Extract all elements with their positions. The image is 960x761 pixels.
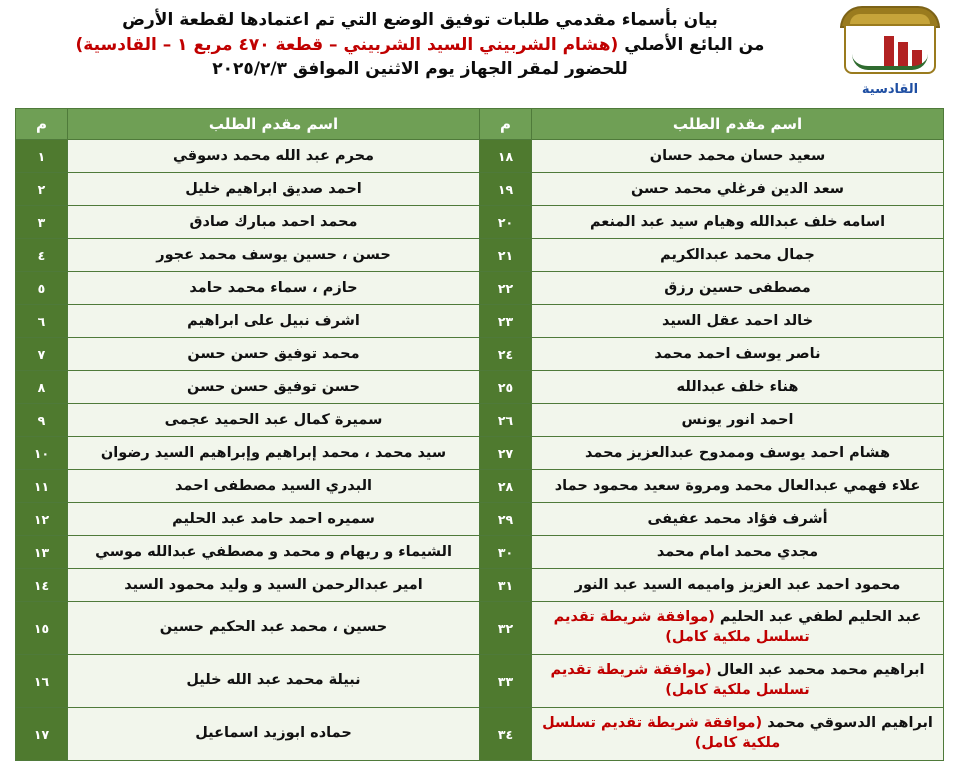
table-row	[16, 708, 944, 761]
cell-row-number-right: ١٥	[16, 602, 68, 655]
applicant-name-text: ابراهيم محمد محمد عبد العال	[711, 662, 925, 679]
title-line-2-prefix: من البائع الأصلي	[618, 34, 765, 55]
cell-row-number-right: ١٣	[16, 536, 68, 569]
table-row	[16, 206, 944, 239]
cell-applicant-name-left	[532, 305, 944, 338]
cell-row-number-right: ١٧	[16, 708, 68, 761]
table-row	[16, 655, 944, 708]
applicant-name-text: مجدي محمد امام محمد	[656, 544, 819, 560]
cell-row-number-left: ١٨	[480, 140, 532, 173]
cell-row-number-right: ٦	[16, 305, 68, 338]
table-row	[16, 503, 944, 536]
table-row	[16, 305, 944, 338]
cell-row-number-right: ٨	[16, 371, 68, 404]
organization-logo	[834, 6, 946, 102]
cell-row-number-left: ٢٢	[480, 272, 532, 305]
applicant-name-text: امير عبدالرحمن السيد و وليد محمود السيد	[124, 577, 423, 593]
header-num-right: م	[16, 109, 68, 140]
document-header	[0, 0, 960, 108]
title-line-3: للحضور لمقر الجهاز يوم الاثنين الموافق ٢٠٢٥/٢/٣	[212, 59, 628, 80]
cell-applicant-name-left	[532, 338, 944, 371]
header-name-right: اسم مقدم الطلب	[68, 109, 480, 140]
cell-applicant-name-right	[68, 371, 480, 404]
applicant-name-text: محرم عبد الله محمد دسوقي	[172, 148, 375, 164]
logo-swoosh-shape	[852, 54, 928, 70]
cell-applicant-name-right	[68, 437, 480, 470]
cell-applicant-name-right	[68, 569, 480, 602]
logo-badge	[838, 6, 942, 80]
applicant-name-text: حازم ، سماء محمد حامد	[189, 280, 358, 296]
cell-row-number-right: ١٢	[16, 503, 68, 536]
table-row	[16, 239, 944, 272]
table-row	[16, 569, 944, 602]
cell-row-number-left: ٢٦	[480, 404, 532, 437]
applicant-name-text: عبد الحليم لطفي عبد الحليم	[714, 609, 922, 626]
applicant-name-text: سيد محمد ، محمد إبراهيم وإبراهيم السيد رضوان	[100, 445, 447, 461]
cell-row-number-right: ١٤	[16, 569, 68, 602]
table-row	[16, 371, 944, 404]
cell-row-number-left: ٣٤	[480, 708, 532, 761]
cell-row-number-left: ٢١	[480, 239, 532, 272]
applicant-name-text: البدري السيد مصطفى احمد	[175, 478, 372, 494]
table-row	[16, 602, 944, 655]
cell-applicant-name-left	[532, 206, 944, 239]
cell-row-number-right: ٥	[16, 272, 68, 305]
applicant-name-text: نبيلة محمد عبد الله خليل	[186, 672, 361, 689]
table-row	[16, 272, 944, 305]
cell-applicant-name-right	[68, 655, 480, 708]
table-row	[16, 536, 944, 569]
applicant-name-text: اسامه خلف عبدالله وهيام سيد عبد المنعم	[589, 214, 886, 230]
applicant-name-text: سميره احمد حامد عبد الحليم	[172, 511, 375, 527]
cell-applicant-name-right	[68, 272, 480, 305]
applicant-name-text: سعد الدين فرغلي محمد حسن	[630, 181, 845, 197]
applicant-name-text: احمد صديق ابراهيم خليل	[185, 181, 362, 197]
applicants-table	[15, 108, 944, 761]
cell-row-number-right: ١٠	[16, 437, 68, 470]
logo-caption: القادسية	[861, 82, 919, 97]
applicant-name-text: علاء فهمي عبدالعال محمد ومروة سعيد محمود حماد	[554, 478, 921, 494]
applicant-name-text: حسن ، حسين يوسف محمد عجور	[156, 247, 391, 263]
applicant-name-text: اشرف نبيل على ابراهيم	[187, 313, 360, 329]
cell-applicant-name-left	[532, 503, 944, 536]
table-row	[16, 437, 944, 470]
applicant-name-text: محمد احمد مبارك صادق	[189, 214, 358, 230]
applicant-note-text: (موافقة شريطة تقديم تسلسل ملكية كامل)	[550, 662, 810, 698]
cell-applicant-name-right	[68, 239, 480, 272]
cell-applicant-name-right	[68, 708, 480, 761]
cell-row-number-left: ٣١	[480, 569, 532, 602]
cell-row-number-left: ٢٤	[480, 338, 532, 371]
cell-applicant-name-left	[532, 173, 944, 206]
cell-row-number-right: ٢	[16, 173, 68, 206]
applicants-table-wrapper	[0, 108, 960, 761]
applicant-name-text: حماده ابوزيد اسماعيل	[195, 725, 352, 742]
document-title-block	[20, 8, 820, 82]
applicant-note-text: (موافقة شريطة تقديم تسلسل ملكية كامل)	[553, 609, 810, 645]
cell-applicant-name-left	[532, 371, 944, 404]
applicant-name-text: حسن توفيق حسن حسن	[187, 379, 360, 395]
cell-applicant-name-left	[532, 437, 944, 470]
applicant-name-text: حسين ، محمد عبد الحكيم حسين	[159, 619, 388, 636]
cell-applicant-name-left	[532, 602, 944, 655]
title-line-2	[20, 33, 820, 58]
cell-row-number-left: ١٩	[480, 173, 532, 206]
cell-row-number-left: ٢٩	[480, 503, 532, 536]
applicant-name-text: سعيد حسان محمد حسان	[649, 148, 826, 164]
cell-applicant-name-right	[68, 503, 480, 536]
cell-applicant-name-right	[68, 470, 480, 503]
applicant-name-text: ابراهيم الدسوقي محمد	[762, 715, 933, 732]
cell-row-number-right: ٧	[16, 338, 68, 371]
cell-applicant-name-left	[532, 536, 944, 569]
cell-applicant-name-left	[532, 708, 944, 761]
table-row	[16, 140, 944, 173]
cell-applicant-name-right	[68, 602, 480, 655]
applicant-name-text: هشام احمد يوسف وممدوح عبدالعزيز محمد	[584, 445, 891, 461]
cell-applicant-name-left	[532, 272, 944, 305]
table-row	[16, 470, 944, 503]
cell-applicant-name-left	[532, 404, 944, 437]
header-name-left: اسم مقدم الطلب	[532, 109, 944, 140]
applicant-name-text: احمد انور يونس	[681, 412, 794, 428]
cell-row-number-left: ٢٨	[480, 470, 532, 503]
applicant-name-text: جمال محمد عبدالكريم	[660, 247, 815, 263]
applicant-name-text: سميرة كمال عبد الحميد عجمى	[164, 412, 383, 428]
cell-row-number-right: ٤	[16, 239, 68, 272]
table-header-row	[16, 109, 944, 140]
cell-applicant-name-right	[68, 173, 480, 206]
cell-applicant-name-left	[532, 569, 944, 602]
header-num-left: م	[480, 109, 532, 140]
cell-row-number-right: ١	[16, 140, 68, 173]
cell-row-number-right: ٩	[16, 404, 68, 437]
applicant-name-text: الشيماء و ريهام و محمد و مصطفي عبدالله موسي	[95, 544, 452, 560]
applicant-name-text: مصطفى حسين رزق	[664, 280, 811, 296]
cell-row-number-left: ٢٣	[480, 305, 532, 338]
cell-applicant-name-right	[68, 140, 480, 173]
applicant-name-text: هناء خلف عبدالله	[676, 379, 799, 395]
cell-applicant-name-left	[532, 239, 944, 272]
cell-row-number-left: ٣٢	[480, 602, 532, 655]
cell-row-number-left: ٢٠	[480, 206, 532, 239]
cell-row-number-left: ٢٥	[480, 371, 532, 404]
table-row	[16, 173, 944, 206]
title-line-2-accent: (هشام الشربيني السيد الشربيني – قطعة ٤٧٠ مربع ١ – القادسية)	[75, 34, 619, 55]
cell-row-number-right: ٣	[16, 206, 68, 239]
cell-row-number-left: ٣٣	[480, 655, 532, 708]
cell-applicant-name-left	[532, 470, 944, 503]
cell-row-number-right: ١١	[16, 470, 68, 503]
cell-applicant-name-left	[532, 140, 944, 173]
cell-row-number-right: ١٦	[16, 655, 68, 708]
title-line-1: بيان بأسماء مقدمي طلبات توفيق الوضع التي تم اعتمادها لقطعة الأرض	[122, 10, 718, 30]
cell-applicant-name-right	[68, 536, 480, 569]
cell-row-number-left: ٣٠	[480, 536, 532, 569]
cell-applicant-name-right	[68, 404, 480, 437]
table-row	[16, 404, 944, 437]
table-row	[16, 338, 944, 371]
applicant-name-text: محمود احمد عبد العزيز واميمه السيد عبد النور	[574, 577, 901, 593]
applicant-note-text: (موافقة شريطة تقديم تسلسل ملكية كامل)	[542, 715, 781, 751]
table-body	[16, 140, 944, 761]
cell-applicant-name-right	[68, 305, 480, 338]
applicant-name-text: خالد احمد عقل السيد	[661, 313, 814, 329]
applicant-name-text: محمد توفيق حسن حسن	[187, 346, 360, 362]
cell-applicant-name-right	[68, 338, 480, 371]
cell-row-number-left: ٢٧	[480, 437, 532, 470]
table-head	[16, 109, 944, 140]
applicant-name-text: أشرف فؤاد محمد عفيفى	[647, 511, 828, 527]
logo-body-shape	[844, 24, 936, 74]
applicant-name-text: ناصر يوسف احمد محمد	[654, 346, 821, 362]
cell-applicant-name-left	[532, 655, 944, 708]
cell-applicant-name-right	[68, 206, 480, 239]
